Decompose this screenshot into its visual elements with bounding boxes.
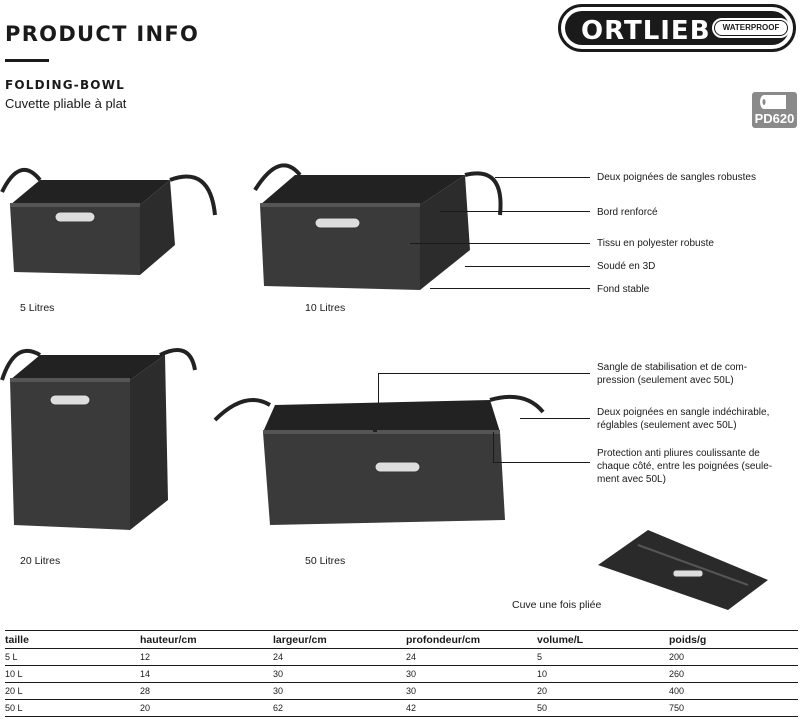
size-label-10l: 10 Litres <box>305 302 346 314</box>
table-row: 10 L 14 30 30 10 260 <box>5 666 798 683</box>
spec-table-header <box>5 631 798 649</box>
ortlieb-logo <box>558 4 796 52</box>
page-title: PRODUCT INFO <box>5 22 200 46</box>
spec-table <box>5 630 798 717</box>
bowl-folded-image <box>598 525 778 605</box>
callout-rim: Bord renforcé <box>597 207 658 218</box>
callout-fabric: Tissu en polyester robuste <box>597 238 714 249</box>
callout-handles: Deux poignées de sangles robustes <box>597 172 756 183</box>
size-label-5l: 5 Litres <box>20 302 55 314</box>
product-subtitle: Cuvette pliable à plat <box>5 96 127 111</box>
callout-adjustable-handles: Deux poignées en sangle indéchirable, réglables (seulement avec 50L) <box>597 407 770 431</box>
col-width: largeur/cm <box>273 631 406 649</box>
table-row: 20 L 28 30 30 20 400 <box>5 683 798 700</box>
product-name: FOLDING-BOWL <box>5 78 125 92</box>
bowl-5l-image <box>0 150 230 290</box>
callout-strap: Sangle de stabilisation et de com- pression (seulement avec 50L) <box>597 362 748 386</box>
col-weight: poids/g <box>669 631 798 649</box>
logo-text: ORTLIEB <box>581 16 711 46</box>
col-volume: volume/L <box>537 631 669 649</box>
roll-icon <box>752 92 797 112</box>
product-code-badge <box>752 92 797 128</box>
col-height: hauteur/cm <box>140 631 273 649</box>
col-size: taille <box>5 631 140 649</box>
product-code: PD620 <box>754 111 795 126</box>
callout-welded: Soudé en 3D <box>597 261 656 272</box>
size-label-50l: 50 Litres <box>305 555 346 567</box>
title-underline <box>5 59 49 62</box>
callout-base: Fond stable <box>597 284 650 295</box>
size-label-20l: 20 Litres <box>20 555 61 567</box>
col-depth: profondeur/cm <box>406 631 537 649</box>
waterproof-badge: WATERPROOF <box>712 18 790 38</box>
bowl-50l-image <box>215 390 545 540</box>
callout-fold-protection: Protection anti pliures coulissante de chaque côté, entre les poignées (seule- ment avec 50L) <box>597 448 773 485</box>
bowl-10l-image <box>250 150 500 300</box>
size-label-folded: Cuve une fois pliée <box>512 599 602 611</box>
table-row: 50 L 20 62 42 50 750 <box>5 700 798 717</box>
bowl-20l-image <box>0 340 210 540</box>
table-row: 5 L 12 24 24 5 200 <box>5 649 798 666</box>
